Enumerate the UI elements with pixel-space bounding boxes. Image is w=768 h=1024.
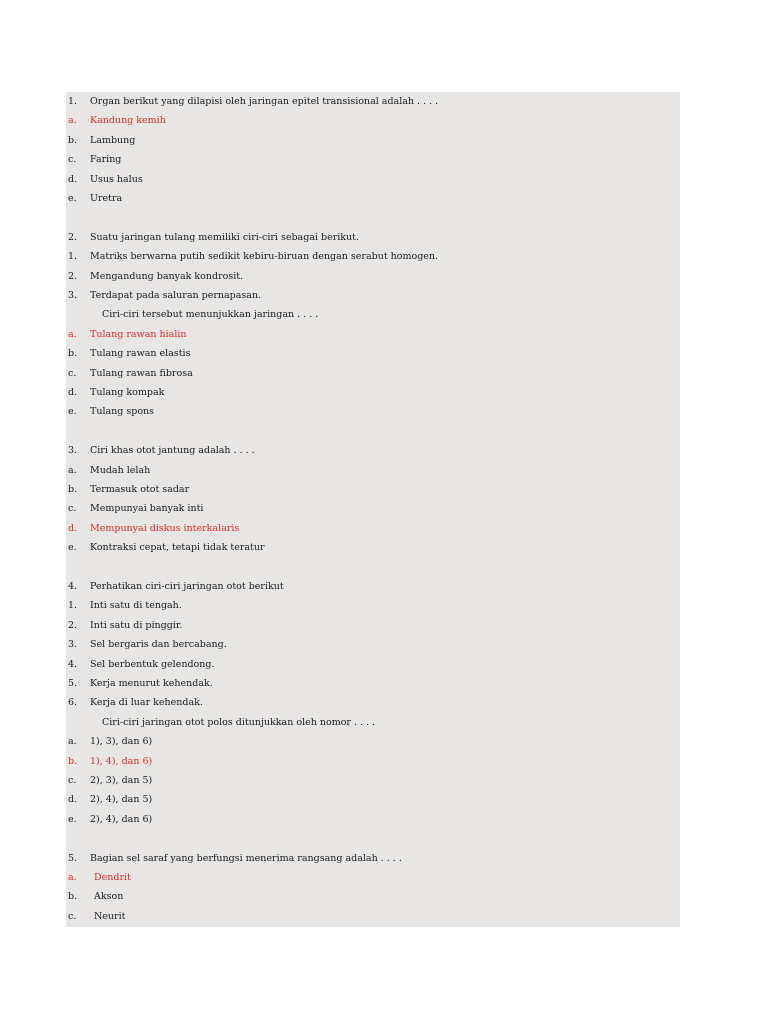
question-1-text: Organ berikut yang dilapisi oleh jaringan epitel transisional adalah . . . . bbox=[90, 96, 439, 107]
answer-option-label: a. bbox=[68, 464, 77, 476]
answer-option-text: Akson bbox=[94, 891, 124, 903]
question-5-label: 5. bbox=[68, 852, 78, 864]
statement-item-text: Kerja di luar kehendak. bbox=[90, 697, 203, 709]
answer-option-label: a. bbox=[68, 328, 77, 340]
question-4 bbox=[66, 577, 680, 596]
question-prompt-text: Ciri-ciri jaringan otot polos ditunjukkan oleh nomor . . . . bbox=[102, 716, 376, 728]
answer-option-text: 2), 4), dan 6) bbox=[90, 813, 153, 825]
answer-option-text: Tulang rawan elastis bbox=[90, 348, 191, 360]
question-1 bbox=[66, 92, 680, 111]
answer-option-label: a. bbox=[68, 736, 77, 748]
statement-item-text: Inti satu di pinggir. bbox=[90, 619, 183, 631]
question-4-label: 4. bbox=[68, 581, 78, 592]
document-page bbox=[66, 92, 680, 927]
answer-option-label: c. bbox=[68, 367, 77, 379]
statement-item-text: Sel bergaris dan bercabang. bbox=[90, 639, 227, 651]
answer-option-text: Mempunyai diskus interkalaris bbox=[90, 522, 240, 534]
answer-option bbox=[66, 461, 680, 480]
statement-item-label: 1. bbox=[68, 600, 78, 612]
answer-option-label: d. bbox=[68, 173, 78, 185]
statement-item bbox=[66, 655, 680, 674]
answer-option-label: c. bbox=[68, 910, 77, 922]
question-prompt-text: Ciri-ciri tersebut menunjukkan jaringan . . . . bbox=[102, 309, 319, 321]
answer-option-text: Tulang rawan hialin bbox=[90, 328, 187, 340]
answer-option-label: d. bbox=[68, 387, 78, 398]
answer-option-label: b. bbox=[68, 891, 78, 903]
answer-option-text: Mempunyai banyak inti bbox=[90, 503, 204, 515]
answer-option-label: b. bbox=[68, 755, 78, 767]
answer-option-text: Tulang rawan fibrosa bbox=[90, 367, 193, 379]
answer-option-text: 2), 3), dan 5) bbox=[90, 775, 153, 786]
answer-option-text: 1), 3), dan 6) bbox=[90, 736, 153, 748]
answer-option-label: e. bbox=[68, 406, 77, 418]
answer-option bbox=[66, 771, 680, 790]
question-1-label: 1. bbox=[68, 96, 78, 107]
statement-item bbox=[66, 247, 680, 266]
answer-option bbox=[66, 907, 680, 926]
statement-item-text: Mengandung banyak kondrosit. bbox=[90, 270, 244, 282]
statement-item bbox=[66, 616, 680, 635]
question-2 bbox=[66, 228, 680, 247]
answer-option bbox=[66, 189, 680, 208]
answer-option-label: c. bbox=[68, 503, 77, 515]
answer-option-text: Uretra bbox=[90, 193, 123, 204]
statement-item-text: Terdapat pada saluran pernapasan. bbox=[90, 290, 262, 301]
answer-option-text: Faring bbox=[90, 154, 122, 166]
answer-option-text: 1), 4), dan 6) bbox=[90, 755, 153, 767]
answer-option bbox=[66, 402, 680, 421]
answer-option-label: d. bbox=[68, 522, 78, 534]
answer-option-label: a. bbox=[68, 115, 77, 127]
answer-option-text: Dendrit bbox=[94, 872, 131, 883]
answer-option-label: d. bbox=[68, 794, 78, 806]
answer-option bbox=[66, 538, 680, 557]
answer-option bbox=[66, 810, 680, 829]
statement-item bbox=[66, 267, 680, 286]
answer-option bbox=[66, 519, 680, 538]
answer-option-label: e. bbox=[68, 193, 77, 204]
question-4-text: Perhatikan ciri-ciri jaringan otot berikut bbox=[90, 581, 284, 592]
statement-item-label: 3. bbox=[68, 290, 78, 301]
statement-item-text: Inti satu di tengah. bbox=[90, 600, 182, 612]
answer-option-label: e. bbox=[68, 813, 77, 825]
statement-item bbox=[66, 286, 680, 305]
answer-option-text: Mudah lelah bbox=[90, 464, 151, 476]
statement-item-label: 6. bbox=[68, 697, 78, 709]
answer-option bbox=[66, 790, 680, 809]
statement-item bbox=[66, 674, 680, 693]
answer-option bbox=[66, 364, 680, 383]
statement-item-text: Kerja menurut kehendak. bbox=[90, 678, 213, 689]
answer-option bbox=[66, 887, 680, 906]
answer-option bbox=[66, 383, 680, 402]
question-3-label: 3. bbox=[68, 445, 78, 457]
statement-item bbox=[66, 693, 680, 712]
statement-item bbox=[66, 596, 680, 615]
answer-option bbox=[66, 868, 680, 887]
answer-option bbox=[66, 732, 680, 751]
answer-option-label: b. bbox=[68, 134, 78, 146]
question-2-label: 2. bbox=[68, 231, 78, 243]
answer-option bbox=[66, 325, 680, 344]
question-3 bbox=[66, 441, 680, 460]
answer-option bbox=[66, 752, 680, 771]
question-2-text: Suatu jaringan tulang memiliki ciri-ciri sebagai berikut. bbox=[90, 231, 360, 243]
statement-item-text: Matriks berwarna putih sedikit kebiru-biruan dengan serabut homogen. bbox=[90, 251, 439, 263]
statement-item-label: 2. bbox=[68, 270, 78, 282]
answer-option-label: a. bbox=[68, 872, 77, 883]
statement-item bbox=[66, 635, 680, 654]
answer-option bbox=[66, 499, 680, 518]
statement-item-label: 2. bbox=[68, 619, 78, 631]
answer-option bbox=[66, 170, 680, 189]
question-5-text: Bagian sel saraf yang berfungsi menerima rangsang adalah . . . . bbox=[90, 852, 402, 864]
statement-item-label: 1. bbox=[68, 251, 78, 263]
answer-option-label: b. bbox=[68, 348, 78, 360]
answer-option-text: Termasuk otot sadar bbox=[90, 484, 190, 495]
question-prompt bbox=[66, 713, 680, 732]
answer-option bbox=[66, 480, 680, 499]
answer-option-label: b. bbox=[68, 484, 78, 495]
answer-option-text: Tulang kompak bbox=[90, 387, 165, 398]
answer-option-text: Neurit bbox=[94, 910, 126, 922]
question-5 bbox=[66, 849, 680, 868]
answer-option-label: c. bbox=[68, 775, 77, 786]
answer-option bbox=[66, 344, 680, 363]
answer-option-text: Tulang spons bbox=[90, 406, 155, 418]
answer-option bbox=[66, 131, 680, 150]
statement-item-label: 3. bbox=[68, 639, 78, 651]
answer-option bbox=[66, 150, 680, 169]
answer-option-text: Kandung kemih bbox=[90, 115, 166, 127]
statement-item-label: 4. bbox=[68, 658, 78, 670]
answer-option-text: Usus halus bbox=[90, 173, 143, 185]
answer-option-label: e. bbox=[68, 542, 77, 554]
statement-item-label: 5. bbox=[68, 678, 78, 689]
answer-option-label: c. bbox=[68, 154, 77, 166]
statement-item-text: Sel berbentuk gelendong. bbox=[90, 658, 215, 670]
question-3-text: Ciri khas otot jantung adalah . . . . bbox=[90, 445, 255, 457]
answer-option bbox=[66, 111, 680, 130]
answer-option-text: Lambung bbox=[90, 134, 136, 146]
answer-option-text: 2), 4), dan 5) bbox=[90, 794, 153, 806]
answer-option-text: Kontraksi cepat, tetapi tidak teratur bbox=[90, 542, 265, 554]
question-prompt bbox=[66, 305, 680, 324]
